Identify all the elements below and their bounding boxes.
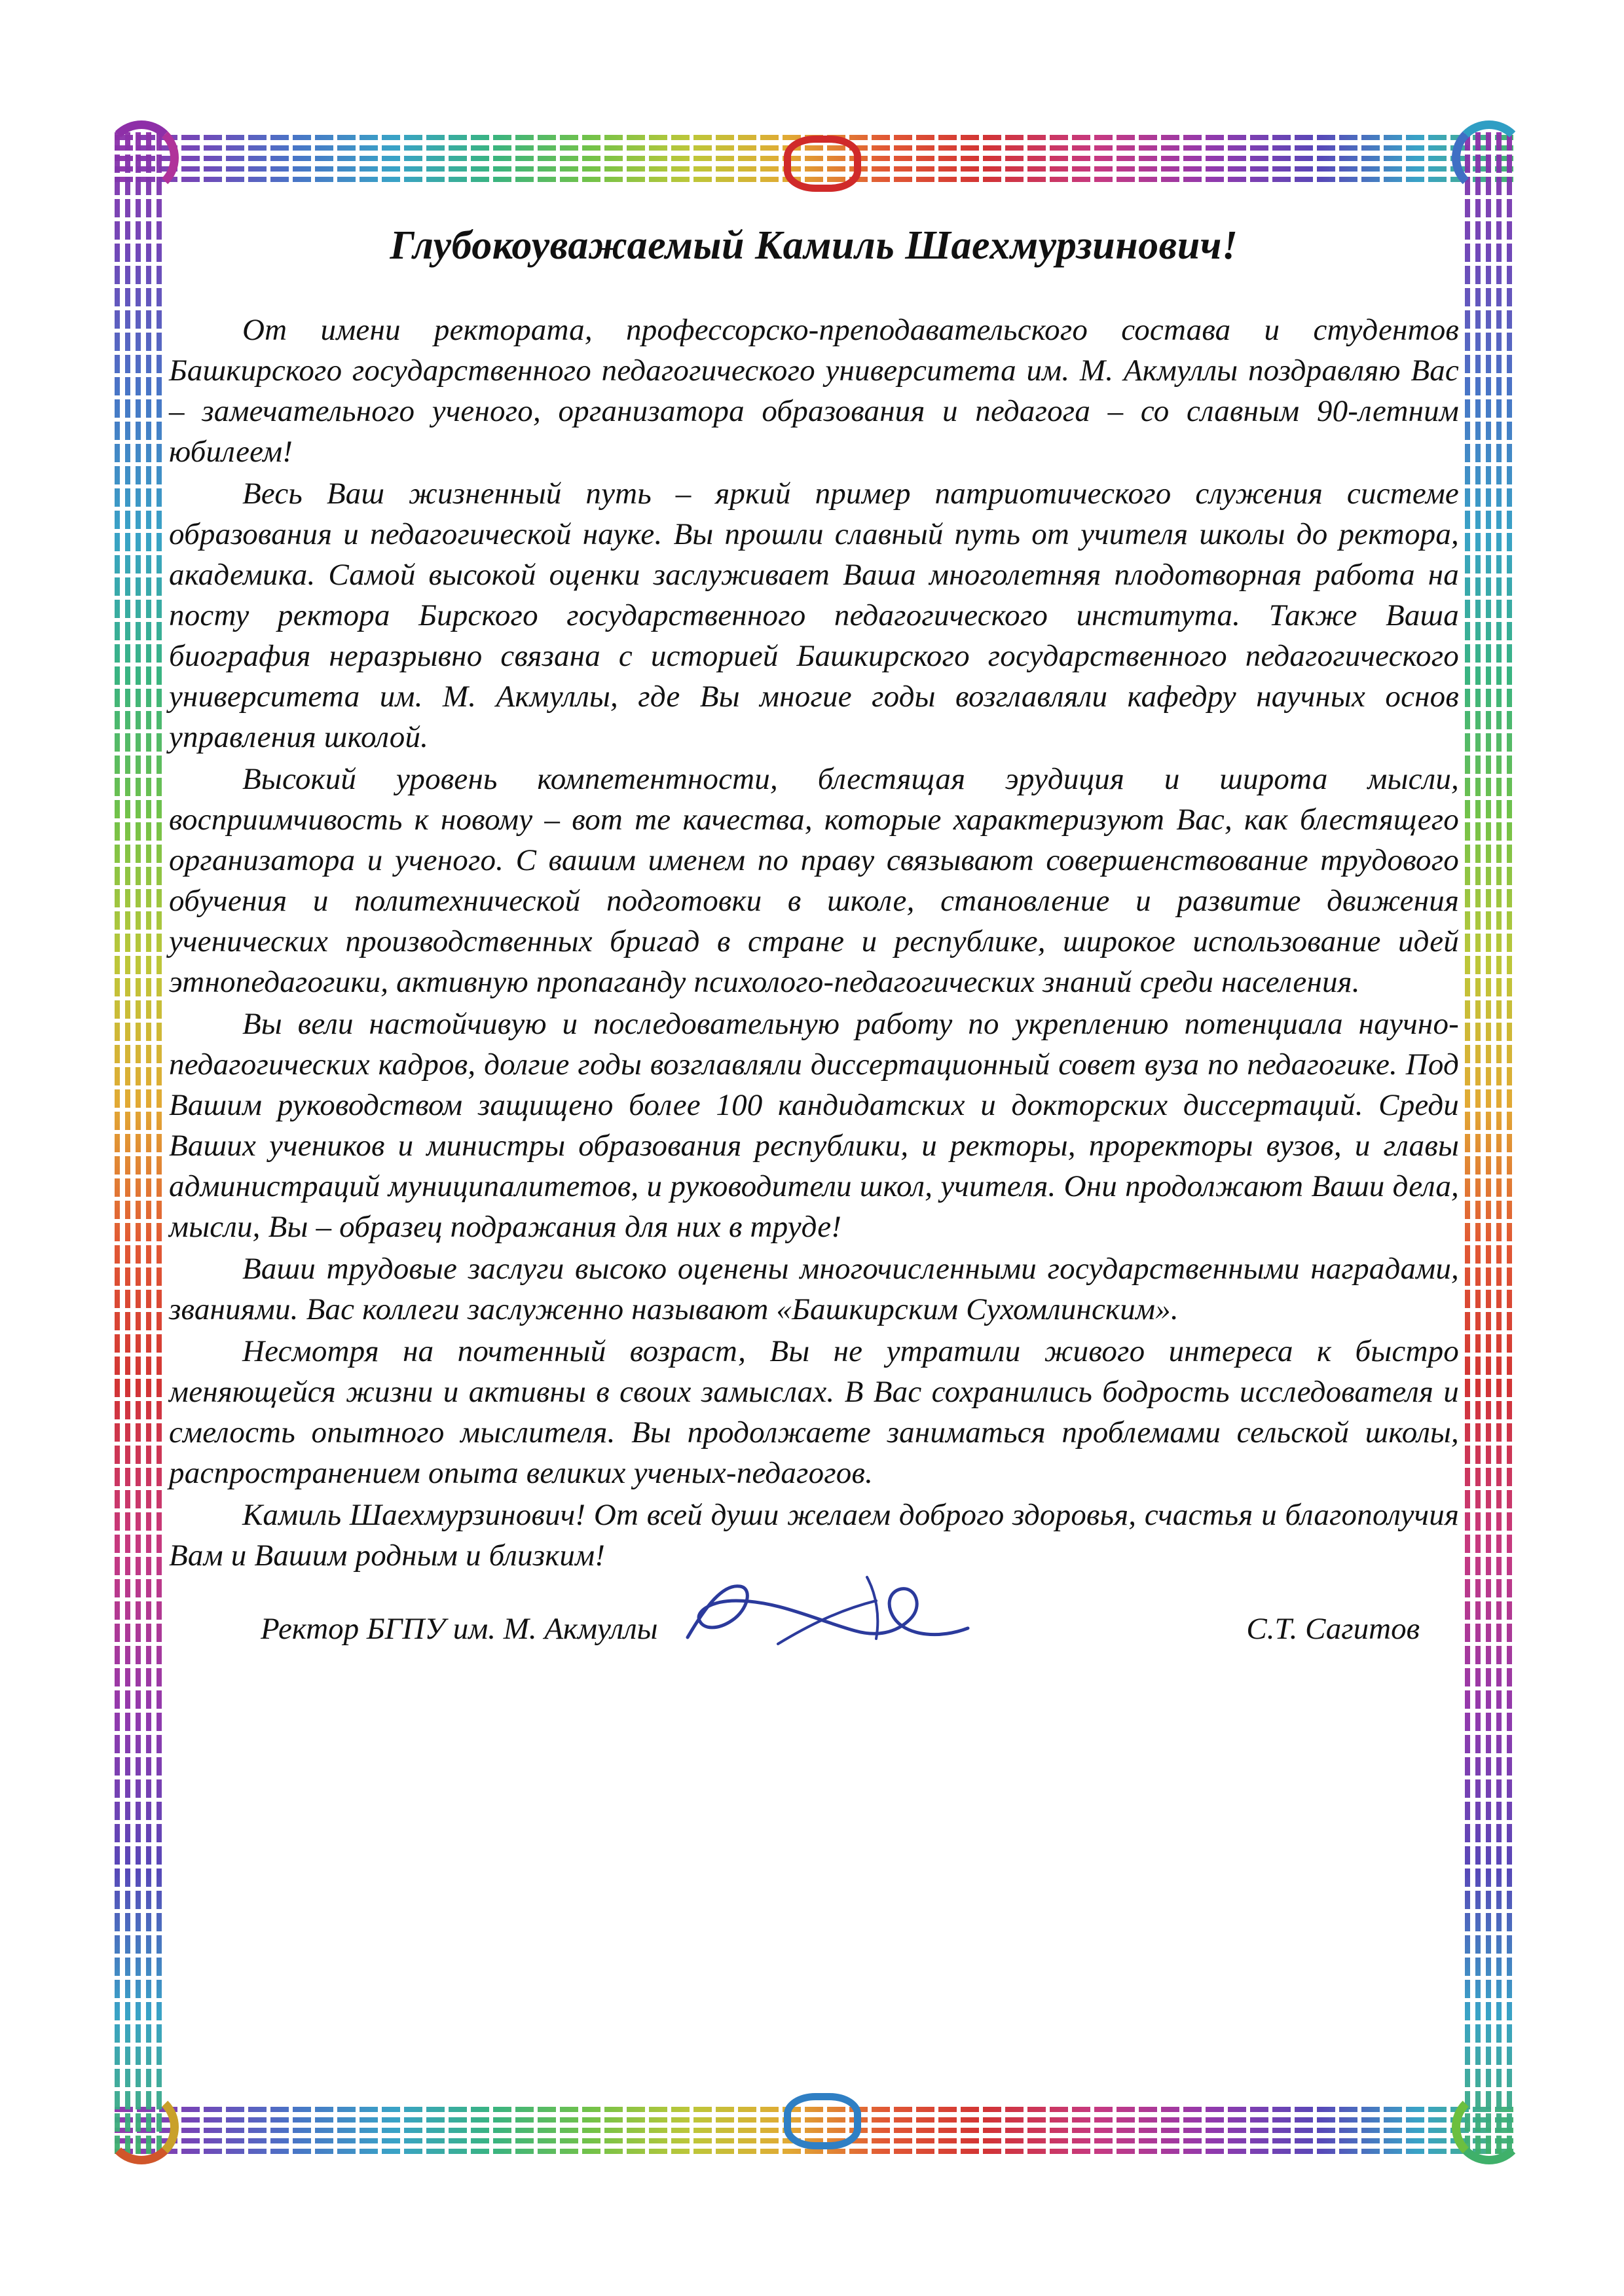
border-band-right [1465, 131, 1516, 2154]
border-band-bottom [115, 2103, 1516, 2154]
letter-body [169, 310, 1459, 1576]
paragraph: Вы вели настойчивую и последовательную работу по укреплению потенциала научно-педагогических кадров, долгие годы возглавляли диссертационный совет вуза по педагогике. Под Вашим руководством защищено более 100 кандидатских и докторских диссертаций. Среди Ваших учеников и министры образования республики, и ректоры, проректоры вузов, и главы администраций муниципалитетов, и руководители школ, учителя. Они продолжают Ваши дела, мысли, Вы – образец подражания для них в труде! [169, 1007, 1459, 1244]
corner-knot-bottom-left-icon [92, 2078, 191, 2176]
corner-knot-bottom-right-icon [1440, 2078, 1538, 2176]
paragraph: Несмотря на почтенный возраст, Вы не утратили живого интереса к быстро меняющейся жизни и активны в своих замыслах. В Вас сохранились бодрость исследователя и смелость опытного мыслителя. Вы продолжаете заниматься проблемами сельской школы, распространением опыта великих ученых-педагогов. [169, 1334, 1459, 1490]
paragraph: Ваши трудовые заслуги высоко оценены многочисленными государственными наградами, званиями. Вас коллеги заслуженно называют «Башкирским Сухомлинским». [169, 1252, 1459, 1326]
signatory-position: Ректор БГПУ им. М. Акмуллы [261, 1612, 658, 1646]
paragraph: Весь Ваш жизненный путь – яркий пример патриотического служения системе образования и педагогической науке. Вы прошли славный путь от учителя школы до ректора, академика. Самой высокой оценки заслуживает Ваша многолетняя плодотворная работа на посту ректора Бирского государственного педагогического института. Также Ваша биография неразрывно связана с историей Башкирского государственного педагогического университета им. М. Акмуллы, где Вы многие годы возглавляли кафедру научных основ управления школой. [169, 477, 1459, 754]
paragraph: Камиль Шаехмурзинович! От всей души желаем доброго здоровья, счастья и благополучия Вам и Вашим родным и близким! [169, 1498, 1459, 1573]
signatory-name: С.Т. Сагитов [1246, 1612, 1420, 1646]
paragraph: Высокий уровень компетентности, блестящая эрудиция и широта мысли, восприимчивость к новому – вот те качества, которые характеризуют Вас, как блестящего организатора и ученого. С вашим именем по праву связывают совершенствование трудового обучения и политехнической подготовки в школе, становление и развитие движения ученических производственных бригад в стране и республике, широкое использование идей этнопедагогики, активную пропаганду психолого-педагогических знаний среди населения. [169, 762, 1459, 999]
signature-block [169, 1611, 1459, 1647]
corner-knot-top-left-icon [92, 109, 191, 207]
knot-medallion-icon [784, 2093, 861, 2149]
letter-content [169, 223, 1459, 1647]
border-band-left [115, 131, 166, 2154]
celtic-knot-pattern-icon [1465, 131, 1516, 2154]
knot-medallion-icon [784, 136, 861, 192]
corner-knot-top-right-icon [1440, 109, 1538, 207]
celtic-knot-pattern-icon [115, 131, 166, 2154]
paragraph: От имени ректората, профессорско-преподавательского состава и студентов Башкирского государственного педагогического университета им. М. Акмуллы поздравляю Вас – замечательного ученого, организатора образования и педагога – со славным 90-летним юбилеем! [169, 313, 1459, 469]
salutation-heading: Глубокоуважаемый Камиль Шаехмурзинович! [390, 223, 1238, 268]
border-band-top [115, 131, 1516, 182]
